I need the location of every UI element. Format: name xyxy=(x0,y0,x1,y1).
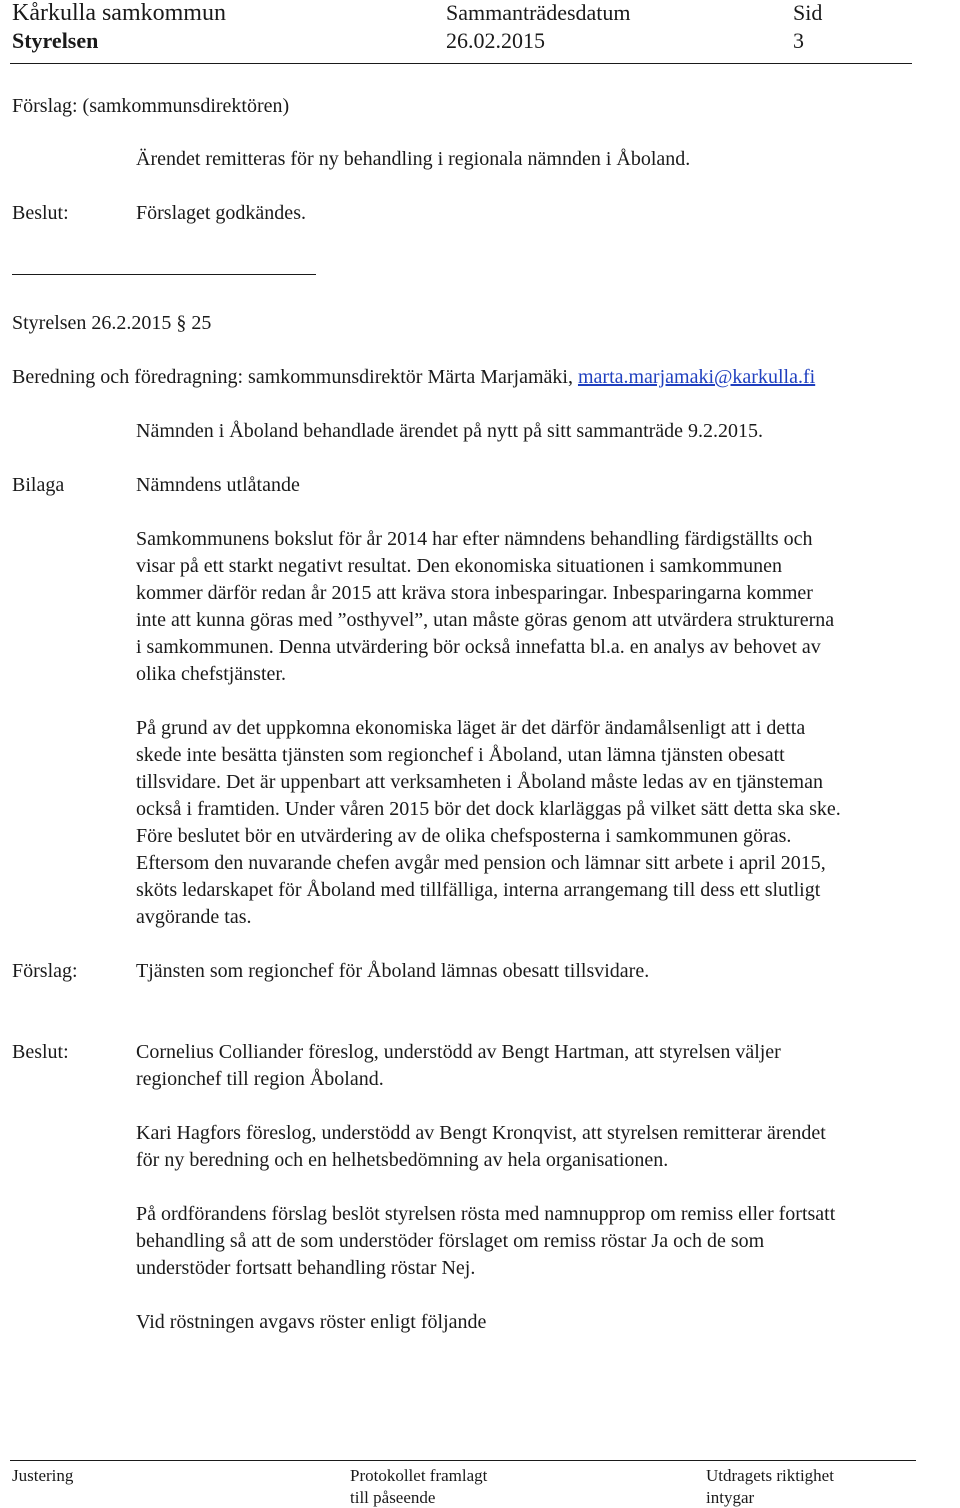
page-number: 3 xyxy=(793,28,804,53)
attachment-label: Bilaga xyxy=(12,474,65,496)
footer-rule xyxy=(10,1460,916,1461)
attachment-text: Nämndens utlåtande xyxy=(136,474,300,496)
para1-line-1: Samkommunens bokslut för år 2014 har efter nämndens behandling färdigställts och xyxy=(136,528,813,550)
para2-line-3: tillsvidare. Det är uppenbart att verksamheten i Åboland måste ledas av en tjänsteman xyxy=(136,771,823,793)
para1-line-5: i samkommunen. Denna utvärdering bör också innefatta bl.a. en analys av behovet av xyxy=(136,636,821,658)
footer-justering: Justering xyxy=(12,1466,74,1485)
decision-p4: Vid röstningen avgavs röster enligt följande xyxy=(136,1311,487,1333)
para1-line-4: inte att kunna göras med ”osthyvel”, utan måste göras genom att utvärdera strukturerna xyxy=(136,609,835,631)
header-rule xyxy=(10,63,912,64)
footer-utdrag-line-2: intygar xyxy=(706,1488,755,1507)
prev-proposal-label: Förslag: (samkommunsdirektören) xyxy=(12,95,290,117)
para2-line-8: avgörande tas. xyxy=(136,906,252,928)
footer-protokoll-line-2: till påseende xyxy=(350,1488,436,1507)
para2-line-2: skede inte besätta tjänsten som regionchef i Åboland, utan lämna tjänsten obesatt xyxy=(136,744,785,766)
decision-p3-line-3: understöder fortsatt behandling röstar Nej. xyxy=(136,1257,476,1279)
proposal-text: Tjänsten som regionchef för Åboland lämnas obesatt tillsvidare. xyxy=(136,960,650,982)
decision-p3-line-2: behandling så att de som understöder förslaget om remiss röstar Ja och de som xyxy=(136,1230,765,1252)
decision-label: Beslut: xyxy=(12,1041,69,1063)
board-note: Nämnden i Åboland behandlade ärendet på nytt på sitt sammanträde 9.2.2015. xyxy=(136,420,764,442)
preparer-line xyxy=(12,364,815,391)
item-heading: Styrelsen 26.2.2015 § 25 xyxy=(12,312,212,334)
para2-line-4: också i framtiden. Under våren 2015 bör det dock klarläggas på vilket sätt detta ska ske. xyxy=(136,798,841,820)
proposal-label: Förslag: xyxy=(12,960,78,982)
para2-line-7: sköts ledarskapet för Åboland med tillfälliga, interna arrangemang till dess ett slutligt xyxy=(136,879,821,901)
section-separator xyxy=(12,274,316,275)
para1-line-6: olika chefstjänster. xyxy=(136,663,286,685)
footer-protokoll-line-1: Protokollet framlagt xyxy=(350,1466,488,1485)
date-label: Sammanträdesdatum xyxy=(446,0,631,25)
meeting-date: 26.02.2015 xyxy=(446,28,545,53)
para1-line-3: kommer därför redan år 2015 att kräva stora inbesparingar. Inbesparingarna kommer xyxy=(136,582,813,604)
decision-p1-line-1: Cornelius Colliander föreslog, understödd av Bengt Hartman, att styrelsen väljer xyxy=(136,1041,781,1063)
para2-line-5: Före beslutet bör en utvärdering av de olika chefsposterna i samkommunen göras. xyxy=(136,825,792,847)
org-name: Kårkulla samkommun xyxy=(12,0,226,26)
preparer-text: Beredning och föredragning: samkommunsdirektör Märta Marjamäki, xyxy=(12,366,578,388)
page-label: Sid xyxy=(793,0,823,25)
para2-line-1: På grund av det uppkomna ekonomiska läget är det därför ändamålsenligt att i detta xyxy=(136,717,806,739)
preparer-email-link[interactable]: marta.marjamaki@karkulla.fi xyxy=(577,366,816,388)
decision-p1-line-2: regionchef till region Åboland. xyxy=(136,1068,384,1090)
para1-line-2: visar på ett starkt negativt resultat. Den ekonomiska situationen i samkommunen xyxy=(136,555,782,577)
footer-utdrag-line-1: Utdragets riktighet xyxy=(706,1466,834,1485)
decision-p2-line-1: Kari Hagfors föreslog, understödd av Bengt Kronqvist, att styrelsen remitterar ärendet xyxy=(136,1122,826,1144)
prev-decision-label: Beslut: xyxy=(12,202,69,224)
para2-line-6: Eftersom den nuvarande chefen avgår med pension och lämnar sitt arbete i april 2015, xyxy=(136,852,826,874)
decision-p2-line-2: för ny beredning och en helhetsbedömning av hela organisationen. xyxy=(136,1149,669,1171)
body-name: Styrelsen xyxy=(12,28,99,53)
decision-p3-line-1: På ordförandens förslag beslöt styrelsen rösta med namnupprop om remiss eller fortsatt xyxy=(136,1203,836,1225)
prev-decision-text: Förslaget godkändes. xyxy=(136,202,306,224)
prev-proposal-text: Ärendet remitteras för ny behandling i regionala nämnden i Åboland. xyxy=(136,148,691,170)
